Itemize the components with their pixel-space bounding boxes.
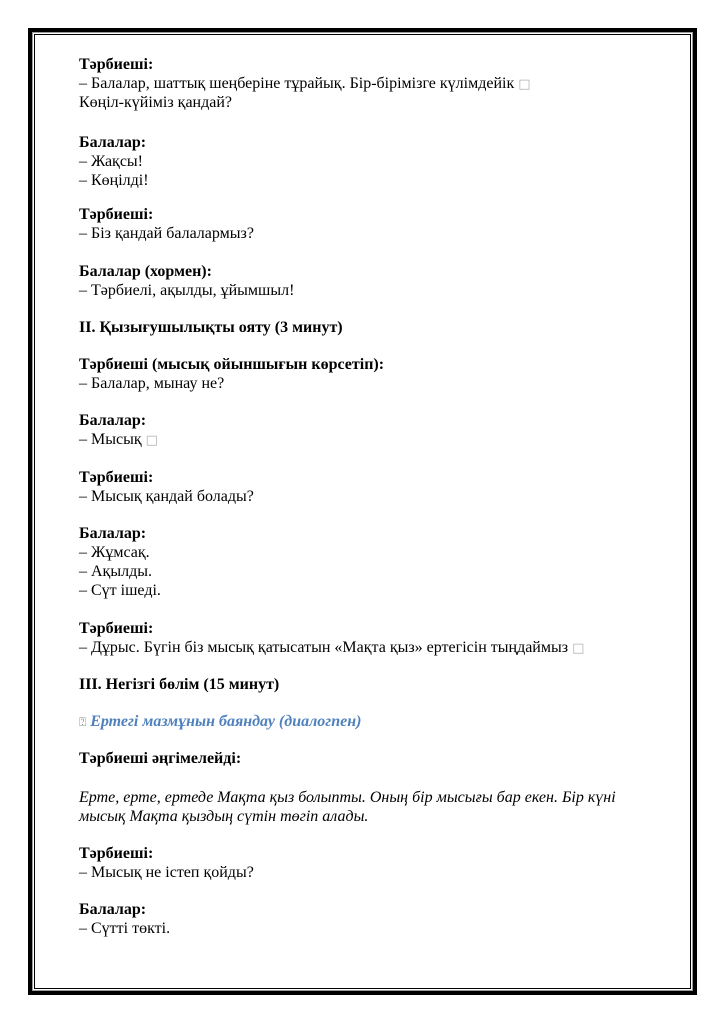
dialogue-line: – Сүтті төкті. [79,920,171,937]
subheading: ⍰ Ертегі мазмұнын баяндау (диалогпен) [79,713,362,730]
subheading-block [79,712,664,731]
dialogue-block [79,524,664,600]
dialogue-line: – Дұрыс. Бүгін біз мысық қатысатын «Мақта қыз» ертегісін тыңдаймыз □ [79,639,585,656]
missing-glyph-icon: □ [518,77,531,92]
dialogue-block [79,900,664,938]
dialogue-block [79,355,664,393]
dialogue-block [79,262,664,300]
dialogue-line: – Сүт ішеді. [79,582,161,599]
narration-line: Ерте, ерте, ертеде Мақта қыз болыпты. Оның бір мысығы бар екен. Бір күні [79,789,616,806]
dialogue-block [79,55,664,112]
speaker-label: Балалар: [79,525,147,542]
dialogue-line: – Біз қандай балалармыз? [79,225,254,242]
dialogue-line: – Тәрбиелі, ақылды, ұйымшыл! [79,282,295,299]
missing-glyph-icon: □ [572,641,585,656]
dialogue-line: – Жұмсақ. [79,544,150,561]
dialogue-line: – Мысық қандай болады? [79,488,254,505]
dialogue-line: – Балалар, шаттық шеңберіне тұрайық. Бір-бірімізге күлімдейік □ [79,75,531,92]
narration-block [79,788,664,826]
speaker-label: Балалар: [79,412,147,429]
dialogue-line: – Мысық □ [79,431,158,448]
section-heading: II. Қызығушылықты ояту (3 минут) [79,319,343,336]
dialogue-block [79,411,664,449]
speaker-label: Тәрбиеші әңгімелейді: [79,750,242,767]
dialogue-block [79,205,664,243]
speaker-label: Балалар: [79,134,147,151]
dialogue-line: – Жақсы! [79,153,143,170]
dialogue-block [79,749,664,768]
missing-glyph-icon: □ [145,433,158,448]
speaker-label: Тәрбиеші (мысық ойыншығын көрсетіп): [79,356,385,373]
dialogue-line: – Балалар, мынау не? [79,375,225,392]
dialogue-line: – Көңілді! [79,172,149,189]
dialogue-block [79,133,664,190]
dialogue-line: Көңіл-күйіміз қандай? [79,94,233,111]
speaker-label: Тәрбиеші: [79,56,154,73]
dialogue-line: – Ақылды. [79,563,152,580]
speaker-label: Тәрбиеші: [79,469,154,486]
section-heading-block [79,318,664,337]
dialogue-block [79,844,664,882]
dialogue-block [79,468,664,506]
dialogue-line: – Мысық не істеп қойды? [79,864,254,881]
speaker-label: Балалар (хормен): [79,263,212,280]
dialogue-block [79,619,664,657]
unknown-emoji-icon: ⍰ [79,715,87,729]
speaker-label: Тәрбиеші: [79,845,154,862]
narration-line: мысық Мақта қыздың сүтін төгіп алады. [79,808,369,825]
section-heading: III. Негізгі бөлім (15 минут) [79,676,280,693]
section-heading-block [79,675,664,694]
speaker-label: Балалар: [79,901,147,918]
speaker-label: Тәрбиеші: [79,206,154,223]
speaker-label: Тәрбиеші: [79,620,154,637]
